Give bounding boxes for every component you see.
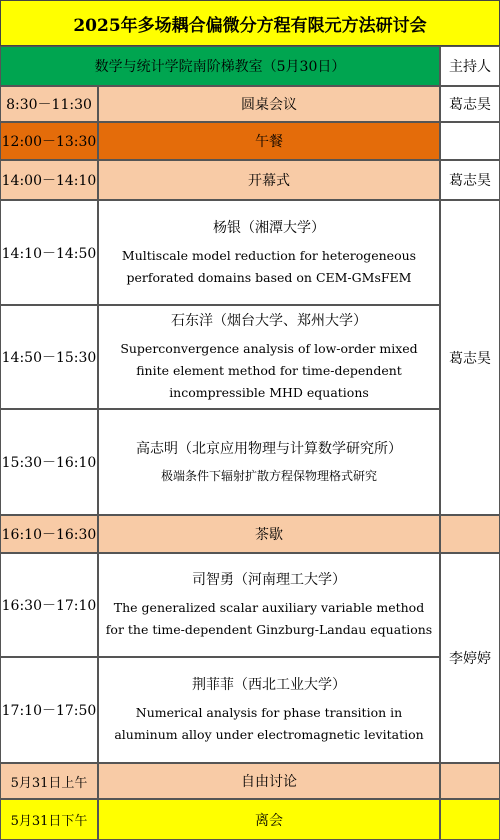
host-cell: 葛志昊 bbox=[440, 200, 500, 515]
talk-cell bbox=[98, 409, 440, 515]
time-cell: 8:30－11:30 bbox=[0, 86, 98, 122]
speaker-name: 高志明（北京应用物理与计算数学研究所） bbox=[136, 441, 402, 457]
speaker-name: 司智勇（河南理工大学） bbox=[192, 572, 346, 588]
talk-cell bbox=[98, 200, 440, 305]
time-cell: 5月31日下午 bbox=[0, 799, 98, 840]
time-cell: 16:30－17:10 bbox=[0, 553, 98, 657]
talk-title: Multiscale model reduction for heterogeneous perforated domains based on CEM-GMsFEM bbox=[121, 247, 417, 285]
session-label: 茶歇 bbox=[98, 515, 440, 553]
host-column-header: 主持人 bbox=[440, 46, 500, 86]
time-cell: 14:00－14:10 bbox=[0, 160, 98, 200]
venue-header: 数学与统计学院南阶梯教室（5月30日） bbox=[0, 46, 440, 86]
talk-cell bbox=[98, 657, 440, 763]
session-label: 圆桌会议 bbox=[98, 86, 440, 122]
talk-title: 极端条件下辐射扩散方程保物理格式研究 bbox=[160, 469, 377, 483]
host-cell: 葛志昊 bbox=[440, 86, 500, 122]
session-label: 自由讨论 bbox=[98, 763, 440, 799]
talk-cell bbox=[98, 553, 440, 657]
host-cell: 葛志昊 bbox=[440, 160, 500, 200]
session-label: 午餐 bbox=[98, 122, 440, 160]
talk-cell bbox=[98, 305, 440, 409]
host-cell-empty bbox=[440, 515, 500, 553]
host-cell: 李婷婷 bbox=[440, 553, 500, 763]
page-title: 2025年多场耦合偏微分方程有限元方法研讨会 bbox=[0, 0, 500, 46]
time-cell: 16:10－16:30 bbox=[0, 515, 98, 553]
time-cell: 15:30－16:10 bbox=[0, 409, 98, 515]
talk-title: Superconvergence analysis of low-order mixed finite element method for time-dependent incompressible MHD equations bbox=[120, 341, 418, 400]
host-cell-empty bbox=[440, 799, 500, 840]
talk-title: Numerical analysis for phase transition in aluminum alloy under electromagnetic levitation bbox=[114, 705, 424, 742]
time-cell: 5月31日上午 bbox=[0, 763, 98, 799]
speaker-name: 荆菲菲（西北工业大学） bbox=[192, 677, 346, 693]
time-cell: 12:00－13:30 bbox=[0, 122, 98, 160]
session-label: 离会 bbox=[98, 799, 440, 840]
host-cell-empty bbox=[440, 122, 500, 160]
speaker-name: 石东洋（烟台大学、郑州大学） bbox=[171, 313, 367, 329]
time-cell: 17:10－17:50 bbox=[0, 657, 98, 763]
time-cell: 14:50－15:30 bbox=[0, 305, 98, 409]
session-label: 开幕式 bbox=[98, 160, 440, 200]
time-cell: 14:10－14:50 bbox=[0, 200, 98, 305]
host-cell-empty bbox=[440, 763, 500, 799]
talk-title: The generalized scalar auxiliary variable method for the time-dependent Ginzburg-Landau equations bbox=[105, 600, 433, 637]
speaker-name: 杨银（湘潭大学） bbox=[213, 219, 325, 236]
